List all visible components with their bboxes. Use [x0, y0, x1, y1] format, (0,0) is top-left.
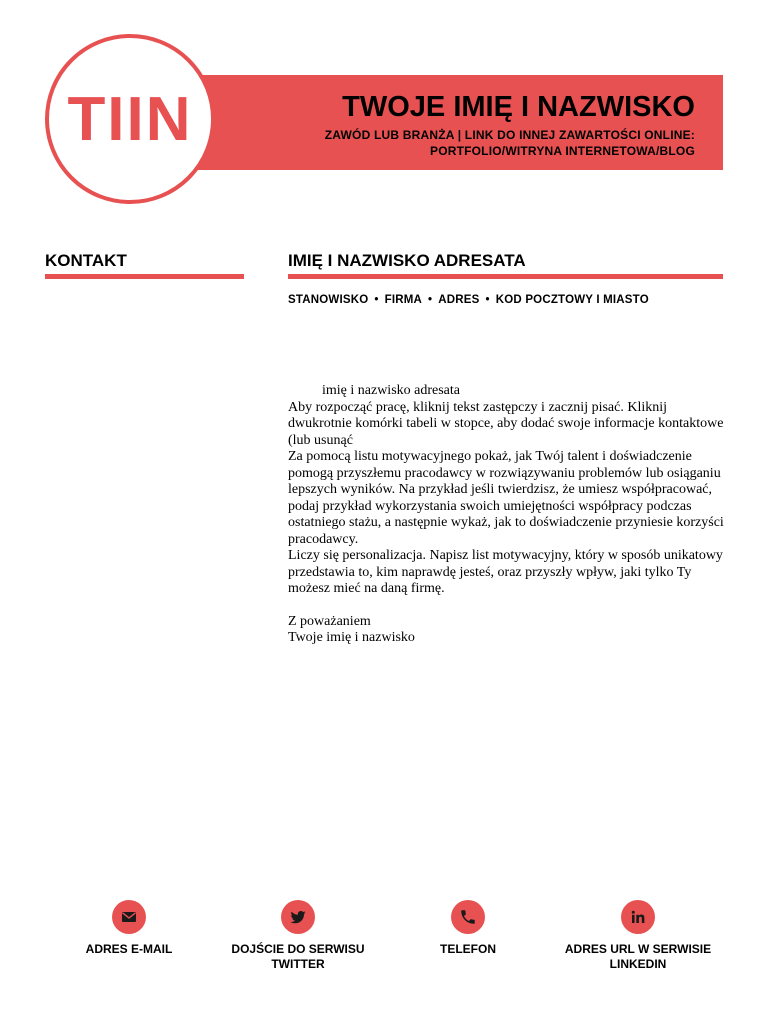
email-label[interactable]: ADRES E-MAIL	[85, 942, 173, 956]
footer-twitter[interactable]	[208, 900, 388, 972]
recipient-position[interactable]: STANOWISKO	[288, 294, 369, 306]
monogram-initials: TIIN	[67, 84, 193, 154]
separator-dot: •	[374, 294, 379, 306]
recipient-postal-city[interactable]: KOD POCZTOWY I MIASTO	[495, 294, 649, 306]
footer-email[interactable]	[39, 900, 219, 957]
recipient-details-line	[288, 294, 649, 306]
letter-closing[interactable]: Z poważaniem	[288, 613, 371, 629]
letter-paragraph[interactable]: Liczy się personalizacja. Napisz list motywacyjny, który w sposób unikatowy przedstawia to, kim naprawdę jesteś, oraz przyszły wpływ, jaki tylko Ty możesz mieć na daną firmę.	[288, 548, 723, 596]
twitter-icon	[281, 900, 315, 934]
footer-linkedin[interactable]	[548, 900, 728, 972]
letter-salutation[interactable]: imię i nazwisko adresata	[322, 383, 461, 398]
separator-dot: •	[428, 294, 433, 306]
author-profession-line[interactable]: ZAWÓD LUB BRANŻA | LINK DO INNEJ ZAWARTOŚCI ONLINE: PORTFOLIO/WITRYNA INTERNETOWA/BLOG	[324, 128, 695, 158]
separator-dot: •	[485, 294, 490, 306]
header-banner	[170, 75, 723, 170]
letter-signature[interactable]: Twoje imię i nazwisko	[288, 630, 415, 645]
letter-paragraph[interactable]: Za pomocą listu motywacyjnego pokaż, jak Twój talent i doświadczenie pomogą przyszłemu pracodawcy w rozwiązywaniu problemów lub osiąganiu lepszych wyników. Na przykład jeśli twierdzisz, że umiesz współpracować, podaj przykład wykorzystania swoich umiejętności współpracy podczas ostatniego stażu, a następnie wykaż, jak to doświadczenie przyniesie korzyści pracodawcy.	[288, 449, 724, 547]
footer-phone[interactable]	[378, 900, 558, 957]
contact-rule	[45, 274, 244, 279]
recipient-company[interactable]: FIRMA	[384, 294, 423, 306]
phone-label[interactable]: TELEFON	[440, 942, 496, 956]
recipient-rule	[288, 274, 723, 279]
letter-paragraph[interactable]: Aby rozpocząć pracę, kliknij tekst zastępczy i zacznij pisać. Kliknij dwukrotnie komórki tabeli w stopce, aby dodać swoje informacje kontaktowe (lub usunąć	[288, 399, 724, 448]
linkedin-icon	[621, 900, 655, 934]
envelope-icon	[112, 900, 146, 934]
twitter-label[interactable]: DOJŚCIE DO SERWISU TWITTER	[231, 942, 365, 971]
author-name[interactable]: TWOJE IMIĘ I NAZWISKO	[342, 91, 695, 123]
monogram-circle	[45, 34, 215, 204]
phone-icon	[451, 900, 485, 934]
linkedin-label[interactable]: ADRES URL W SERWISIE LINKEDIN	[564, 942, 712, 971]
recipient-address[interactable]: ADRES	[438, 294, 480, 306]
recipient-name-heading[interactable]: IMIĘ I NAZWISKO ADRESATA	[288, 251, 526, 270]
letter-body[interactable]	[288, 383, 728, 647]
contact-heading: KONTAKT	[45, 251, 127, 270]
